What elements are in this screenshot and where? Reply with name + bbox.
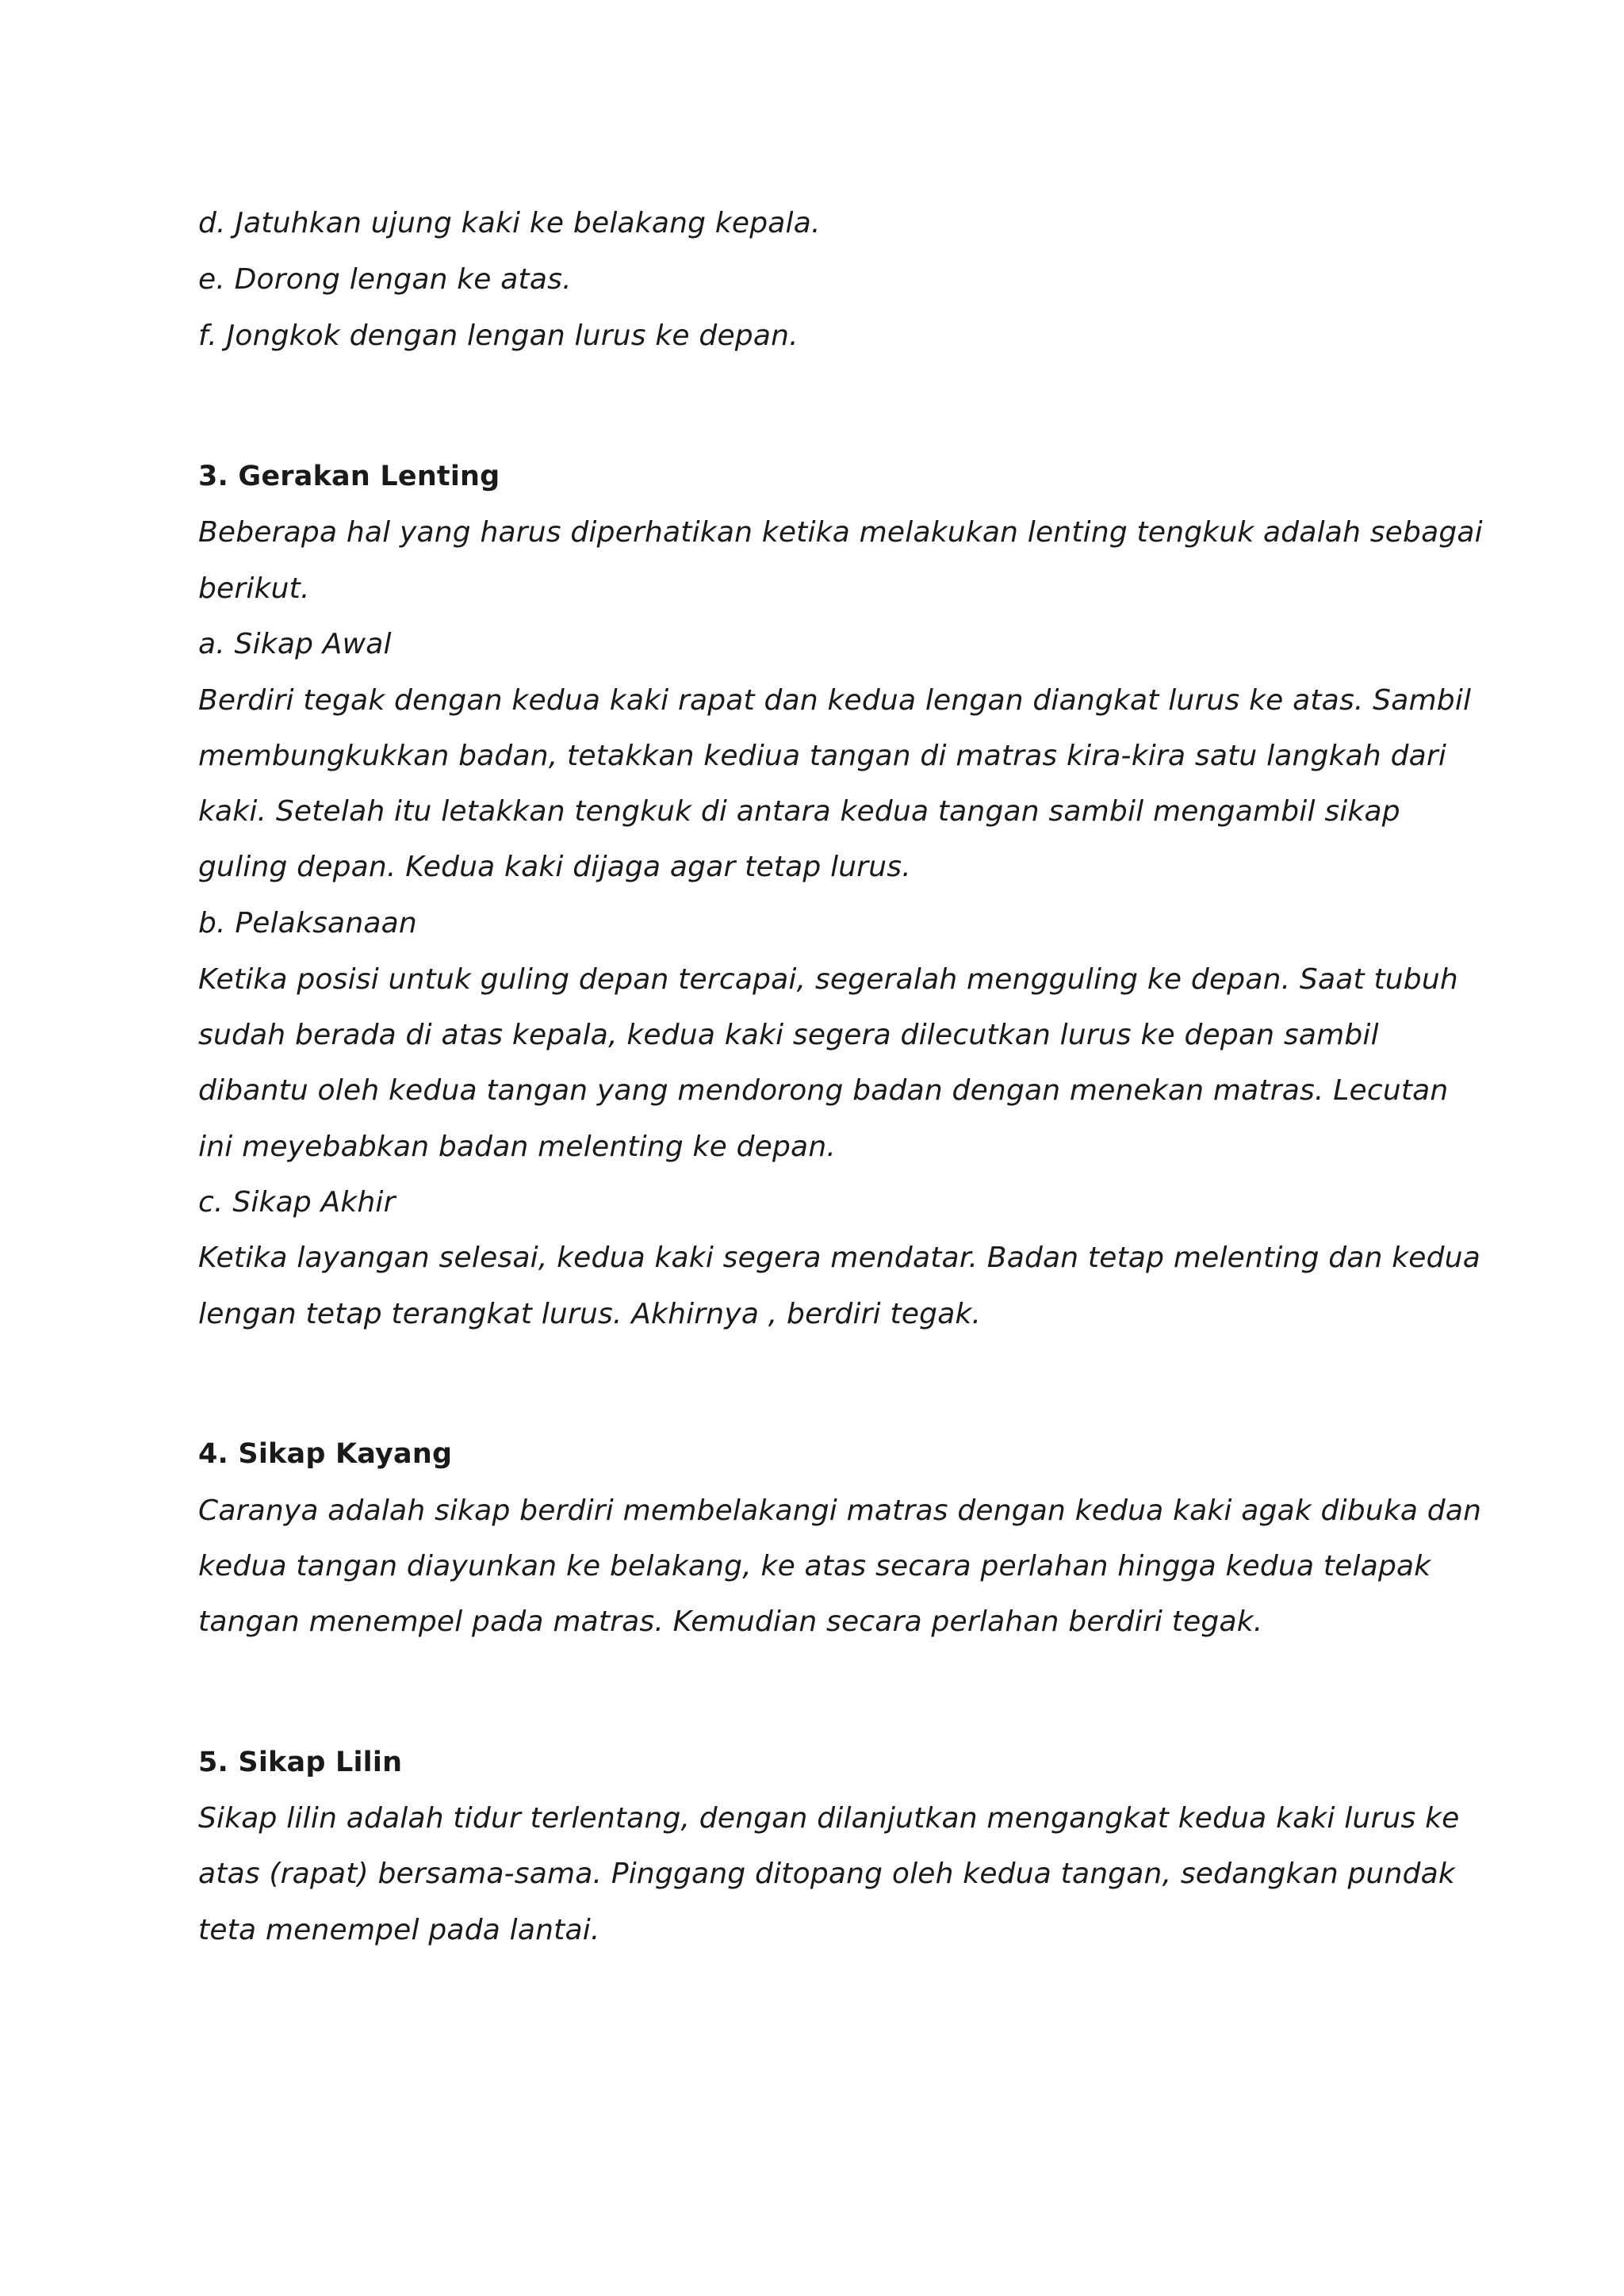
paragraph-line: atas (rapat) bersama-sama. Pinggang ditopang oleh kedua tangan, sedangkan pundak	[198, 1858, 1455, 1890]
paragraph-line: dibantu oleh kedua tangan yang mendorong badan dengan menekan matras. Lecutan	[198, 1074, 1449, 1107]
paragraph-line: Ketika layangan selesai, kedua kaki segera mendatar. Badan tetap melenting dan kedua	[198, 1242, 1480, 1274]
list-item-d: d. Jatuhkan ujung kaki ke belakang kepala.	[198, 207, 821, 239]
paragraph-line: Beberapa hal yang harus diperhatikan ketika melakukan lenting tengkuk adalah sebagai	[198, 516, 1483, 549]
paragraph-line: membungkukkan badan, tetakkan kediua tangan di matras kira-kira satu langkah dari	[198, 740, 1447, 772]
section-heading-gerakan-lenting: 3. Gerakan Lenting	[198, 461, 500, 492]
section-heading-sikap-kayang: 4. Sikap Kayang	[198, 1438, 453, 1470]
paragraph-line: lengan tetap terangkat lurus. Akhirnya , berdiri tegak.	[198, 1298, 982, 1330]
paragraph-line: sudah berada di atas kepala, kedua kaki segera dilecutkan lurus ke depan sambil	[198, 1019, 1379, 1051]
paragraph-line: Ketika posisi untuk guling depan tercapai, segeralah mengguling ke depan. Saat tubuh	[198, 963, 1458, 996]
section-heading-sikap-lilin: 5. Sikap Lilin	[198, 1747, 403, 1778]
paragraph-line: kaki. Setelah itu letakkan tengkuk di antara kedua tangan sambil mengambil sikap	[198, 795, 1400, 828]
list-item-f: f. Jongkok dengan lengan lurus ke depan.	[198, 320, 799, 352]
list-item-e: e. Dorong lengan ke atas.	[198, 263, 572, 296]
subheading-pelaksanaan: b. Pelaksanaan	[198, 907, 417, 939]
paragraph-line: Caranya adalah sikap berdiri membelakangi matras dengan kedua kaki agak dibuka dan	[198, 1494, 1482, 1527]
paragraph-line: kedua tangan diayunkan ke belakang, ke atas secara perlahan hingga kedua telapak	[198, 1550, 1431, 1582]
paragraph-line: tangan menempel pada matras. Kemudian secara perlahan berdiri tegak.	[198, 1605, 1263, 1638]
subheading-sikap-awal: a. Sikap Awal	[198, 628, 392, 660]
paragraph-line: teta menempel pada lantai.	[198, 1914, 600, 1946]
paragraph-line: Sikap lilin adalah tidur terlentang, dengan dilanjutkan mengangkat kedua kaki lurus ke	[198, 1802, 1460, 1835]
paragraph-line: berikut.	[198, 572, 310, 605]
subheading-sikap-akhir: c. Sikap Akhir	[198, 1186, 396, 1219]
paragraph-line: guling depan. Kedua kaki dijaga agar tetap lurus.	[198, 851, 911, 883]
paragraph-line: ini meyebabkan badan melenting ke depan.	[198, 1131, 836, 1163]
paragraph-line: Berdiri tegak dengan kedua kaki rapat dan kedua lengan diangkat lurus ke atas. Sambil	[198, 684, 1472, 717]
